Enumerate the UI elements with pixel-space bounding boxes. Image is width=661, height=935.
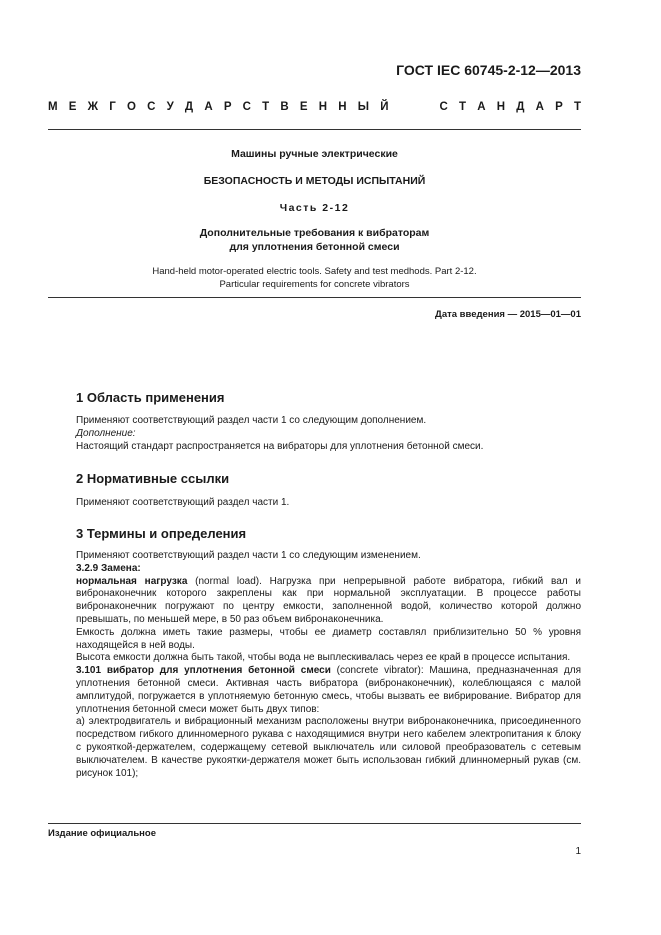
term-concrete-vibrator [76, 665, 581, 716]
section-1-paragraph: Настоящий стандарт распространяется на вибраторы для уплотнения бетонной смеси. [76, 440, 484, 452]
english-title-line-1: Hand-held motor-operated electric tools. Safety and test medhods. Part 2-12. [152, 266, 477, 277]
term-definition: (concrete vibrator): Машина, предназначенная для уплотнения бетонной смеси. Активная часть вибратора (вибронаконечник), колеблющаяся с малой амплитудой, погружается в уплотняемую бетонную смесь, чтобы вызвать ее вибрирование. Вибратор для уплотнения бетонной смеси может быть двух типов: [76, 665, 581, 715]
header-rule [48, 129, 581, 130]
list-item-a: а) электродвигатель и вибрационный механизм расположены внутри вибронаконечника, присоединенного посредством гибкого длинномерного рукава с находящимися внутри него кабелем электропитания к блоку с рукояткой-держателем, содержащему сетевой выключатель или силовой преобразователь с сетевым выключателем. В качестве рукоятки-держателя может быть использован гибкий длинномерный рукав (см. рисунок 101); [76, 716, 581, 779]
section-1-heading: 1 Область применения [76, 390, 225, 405]
part-label: Часть 2-12 [279, 202, 350, 214]
section-1-body [76, 415, 581, 453]
title-rule [48, 297, 581, 298]
interstate-standard-label [48, 101, 581, 113]
english-title-line-2: Particular requirements for concrete vibrators [219, 279, 410, 290]
section-3-paragraph: Высота емкости должна быть такой, чтобы вода не выплескивалась через ее край в процессе испытания. [76, 652, 571, 664]
subtitle-line-2: для уплотнения бетонной смеси [229, 241, 400, 253]
term-definition: (normal load). Нагрузка при непрерывной работе вибратора, гибкий вал и вибронаконечник которого закреплены как при нормальной эксплуатации. В процессе работы вибронаконечник погружают по центру емкости, заполненной водой, количество которой должно превышать, по меньшей мере, в 50 раз объем вибронаконечника. [76, 575, 581, 625]
page-number: 1 [575, 846, 581, 857]
footer-rule [48, 823, 581, 824]
title-line-2: БЕЗОПАСНОСТЬ И МЕТОДЫ ИСПЫТАНИЙ [203, 175, 426, 187]
section-2-body [76, 497, 581, 510]
addition-label: Дополнение: [76, 427, 136, 439]
section-2-paragraph: Применяют соответствующий раздел части 1. [76, 497, 290, 508]
section-3-paragraph: Применяют соответствующий раздел части 1 со следующим изменением. [76, 550, 421, 561]
document-number: ГОСТ IEC 60745-2-12—2013 [396, 62, 581, 78]
section-1-paragraph: Применяют соответствующий раздел части 1 со следующим дополнением. [76, 415, 427, 426]
subtitle-line-1: Дополнительные требования к вибраторам [199, 227, 430, 239]
term: 3.101 вибратор для уплотнения бетонной смеси [76, 665, 331, 677]
section-3-body [76, 550, 581, 780]
term: нормальная нагрузка [76, 575, 188, 587]
standard-word: С Т А Н Д А Р Т [439, 101, 581, 113]
interstate-word: М Е Ж Г О С У Д А Р С Т В Е Н Н Ы Й [48, 101, 389, 113]
clause-3-2-9 [76, 563, 581, 576]
section-3-heading: 3 Термины и определения [76, 526, 247, 541]
date-of-introduction: Дата введения — 2015—01—01 [435, 309, 581, 320]
clause-label: 3.2.9 Замена: [76, 562, 141, 574]
term-normal-load [76, 576, 581, 627]
section-2-heading: 2 Нормативные ссылки [76, 471, 230, 486]
section-1-addition-label [76, 428, 581, 441]
english-title [48, 265, 581, 291]
official-edition-label: Издание официальное [48, 828, 156, 839]
subtitle [48, 226, 581, 254]
title-line-1: Машины ручные электрические [231, 148, 398, 160]
section-3-paragraph: Емкость должна иметь такие размеры, чтобы ее диаметр составлял приблизительно 50 % уровня находящейся в ней воды. [76, 626, 581, 651]
